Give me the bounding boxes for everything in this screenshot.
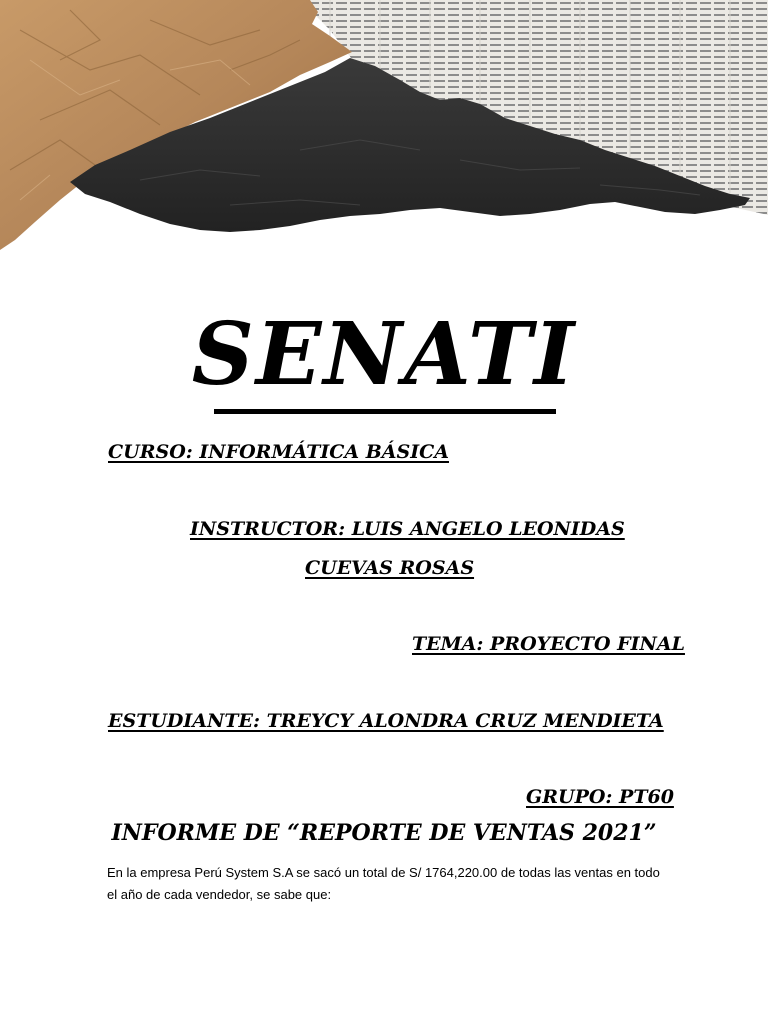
student-line: ESTUDIANTE: TREYCY ALONDRA CRUZ MENDIETA [108, 710, 664, 732]
torn-paper-header-art [0, 0, 768, 260]
intro-paragraph: En la empresa Perú System S.A se sacó un total de S/ 1764,220.00 de todas las ventas en todo el año de cada vendedor, se sabe que: [107, 865, 660, 902]
group-line: GRUPO: PT60 [526, 786, 674, 808]
report-title: INFORME DE “REPORTE DE VENTAS 2021” [111, 820, 657, 846]
instructor-line-1: INSTRUCTOR: LUIS ANGELO LEONIDAS [190, 518, 625, 540]
title-underline [214, 409, 556, 414]
instructor-line-2: CUEVAS ROSAS [305, 557, 475, 579]
page-title: SENATI [191, 304, 577, 405]
topic-line: TEMA: PROYECTO FINAL [412, 633, 685, 655]
course-line: CURSO: INFORMÁTICA BÁSICA [108, 441, 449, 463]
